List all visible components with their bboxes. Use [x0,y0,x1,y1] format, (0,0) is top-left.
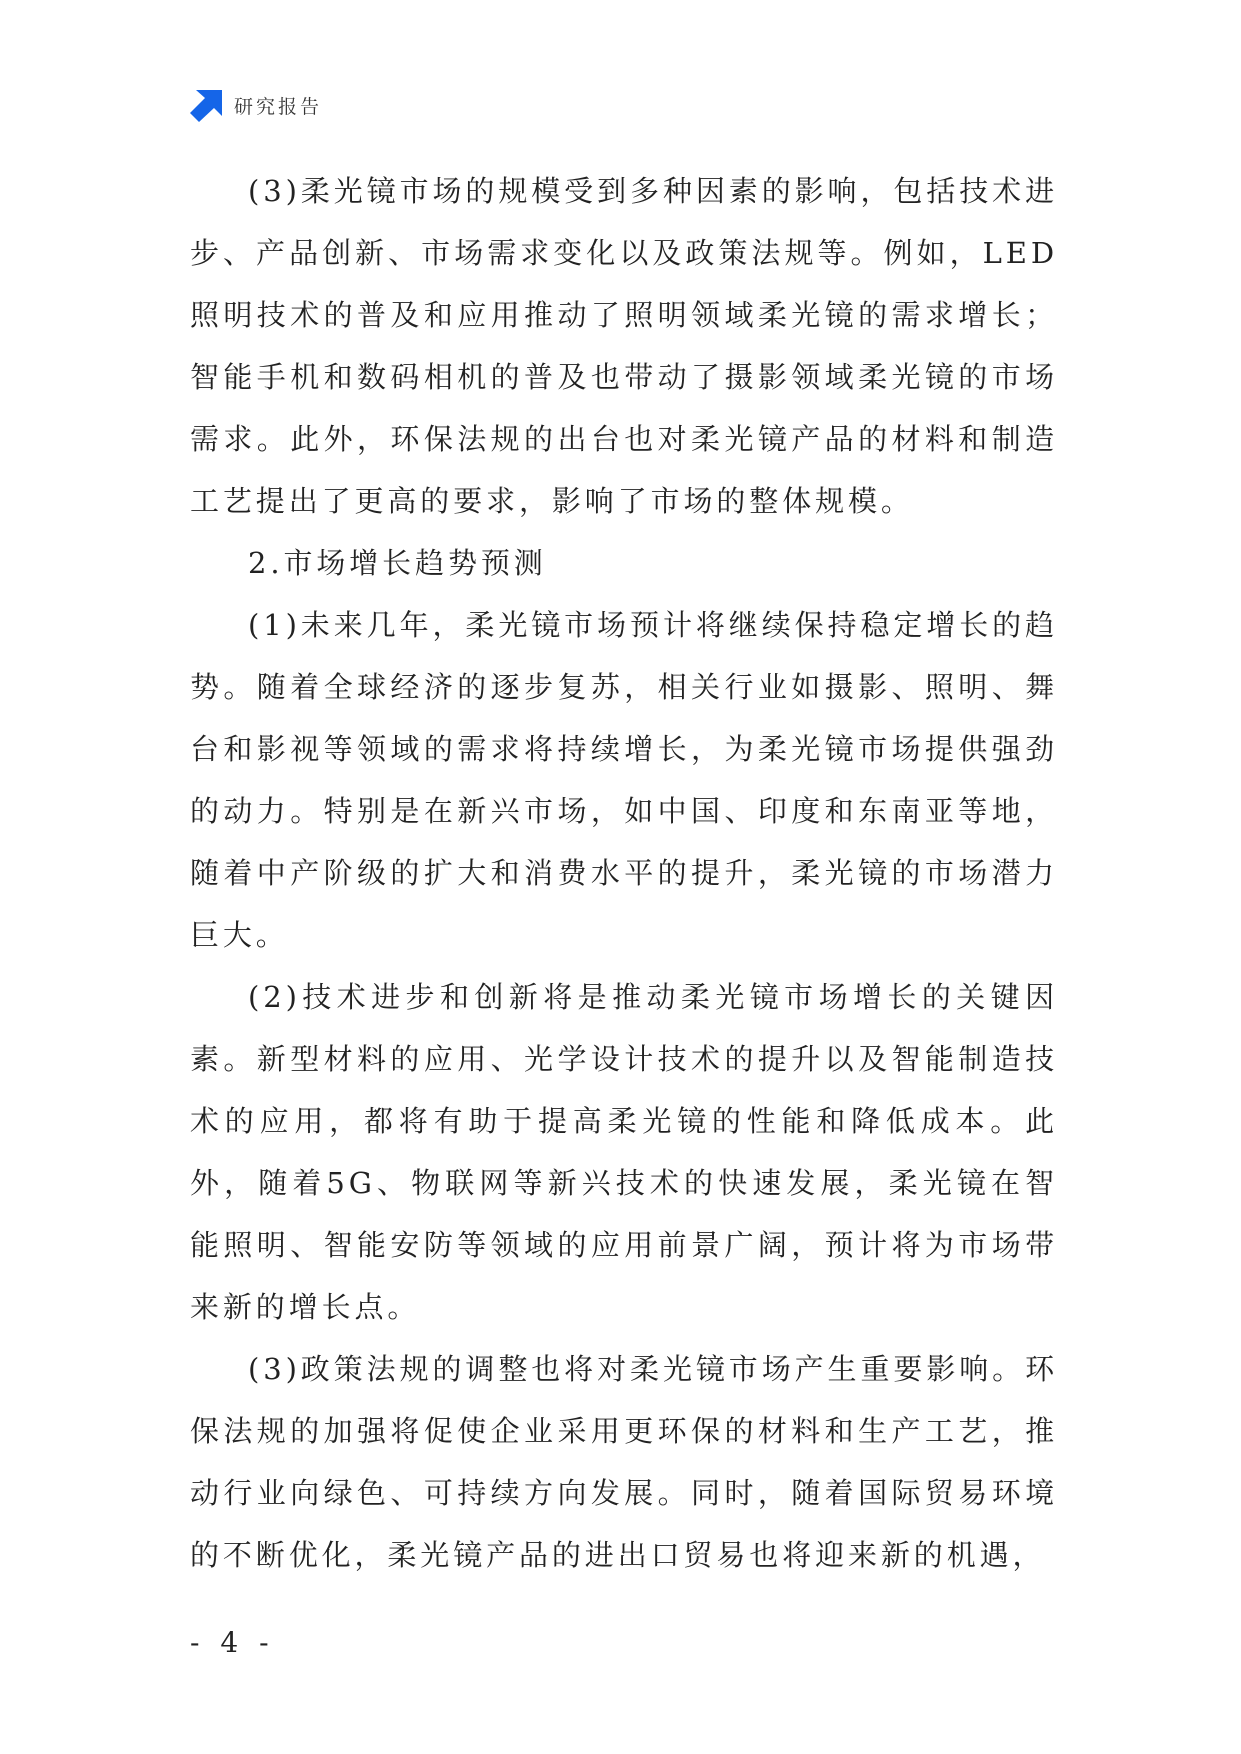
header-title: 研究报告 [234,95,323,118]
paragraph-growth-trend: (1)未来几年，柔光镜市场预计将继续保持稳定增长的趋势。随着全球经济的逐步复苏，相关行业如摄影、照明、舞台和影视等领域的需求将持续增长，为柔光镜市场提供强劲的动力。特别是在新兴市场，如中国、印度和东南亚等地，随着中产阶级的扩大和消费水平的提升，柔光镜的市场潜力巨大。 [190,608,1058,952]
document-body [190,160,1058,1586]
paragraph-technology-innovation: (2)技术进步和创新将是推动柔光镜市场增长的关键因素。新型材料的应用、光学设计技术的提升以及智能制造技术的应用，都将有助于提高柔光镜的性能和降低成本。此外，随着5G、物联网等新兴技术的快速发展，柔光镜在智能照明、智能安防等领域的应用前景广阔，预计将为市场带来新的增长点。 [190,980,1058,1324]
paragraph-market-size-factors: (3)柔光镜市场的规模受到多种因素的影响，包括技术进步、产品创新、市场需求变化以及政策法规等。例如，LED照明技术的普及和应用推动了照明领域柔光镜的需求增长；智能手机和数码相机的普及也带动了摄影领域柔光镜的市场需求。此外，环保法规的出台也对柔光镜产品的材料和制造工艺提出了更高的要求，影响了市场的整体规模。 [190,174,1058,518]
page-header [190,88,322,122]
paragraph-policy-impact: (3)政策法规的调整也将对柔光镜市场产生重要影响。环保法规的加强将促使企业采用更环保的材料和生产工艺，推动行业向绿色、可持续方向发展。同时，随着国际贸易环境的不断优化，柔光镜产品的进出口贸易也将迎来新的机遇， [190,1352,1058,1572]
arrow-up-right-icon [190,88,224,122]
page-number: - 4 - [190,1626,275,1659]
section-heading-growth-forecast: 2.市场增长趋势预测 [248,546,547,580]
